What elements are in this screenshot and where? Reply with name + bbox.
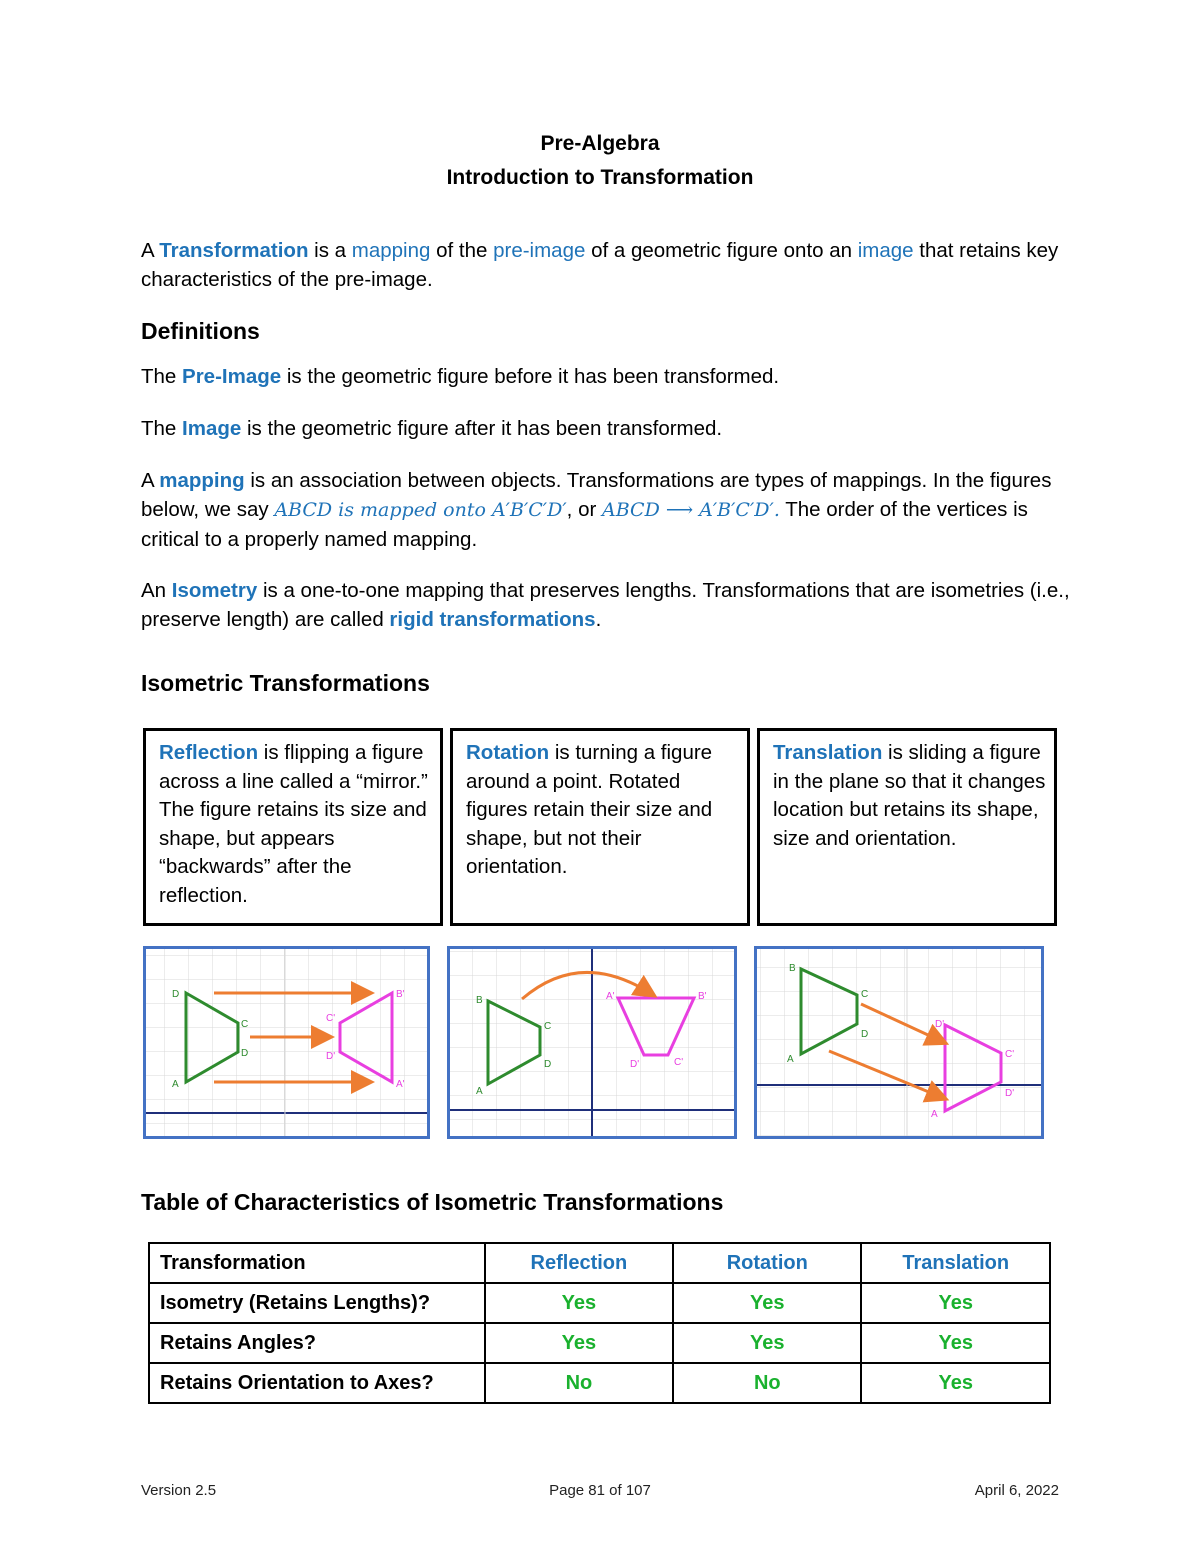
def-isometry: An Isometry is a one-to-one mapping that preserves lengths. Transformations that are isometries (i.e., preserve length) are called rigid transformations. [141, 579, 1070, 631]
page-title: Pre-Algebra [540, 132, 660, 155]
label-C: C [241, 1019, 249, 1030]
label-A-prime: A' [396, 1079, 405, 1090]
reflection-figure [143, 946, 430, 1139]
tr-label-A: A [787, 1054, 794, 1065]
def-mapping: A mapping is an association between objects. Transformations are types of mappings. In the figures below, we say ABCD is mapped onto A′B′C′D′, or ABCD ⟶ A′B′C′D′. The order of the vertices is critical to a properly named mapping. [141, 469, 1052, 551]
table-row [149, 1363, 1050, 1403]
footer-date: April 6, 2022 [974, 1482, 1059, 1499]
characteristics-table [148, 1242, 1051, 1404]
footer-version: Version 2.5 [141, 1482, 217, 1499]
table-heading: Table of Characteristics of Isometric Transformations [141, 1189, 724, 1215]
table-cell: Yes [861, 1323, 1050, 1363]
def-image: The Image is the geometric figure after it has been transformed. [141, 417, 723, 440]
label-A: A [172, 1079, 179, 1090]
table-cell: Yes [861, 1283, 1050, 1323]
table-cell: No [485, 1363, 673, 1403]
footer-page: Page 81 of 107 [549, 1482, 651, 1499]
rot-label-A-prime: A' [606, 991, 615, 1002]
isometric-heading: Isometric Transformations [141, 670, 430, 696]
term-mapping: mapping [351, 239, 431, 262]
table-row-label: Isometry (Retains Lengths)? [149, 1283, 485, 1323]
tr-label-C: C [861, 989, 869, 1000]
tr-label-B: B [789, 963, 796, 974]
definitions-heading: Definitions [141, 318, 260, 344]
table-row-label: Retains Orientation to Axes? [149, 1363, 485, 1403]
label-D-prime: D' [326, 1051, 336, 1062]
table-header-row [149, 1243, 1050, 1283]
translation-figure [754, 946, 1044, 1139]
table-header-cell: Rotation [673, 1243, 861, 1283]
table-cell: Yes [673, 1323, 861, 1363]
page-subtitle: Introduction to Transformation [446, 166, 754, 189]
tr-label-D-prime: D' [1005, 1088, 1015, 1099]
label-D2: D [241, 1048, 249, 1059]
term-image: image [857, 239, 914, 262]
rot-label-C-prime: C' [674, 1057, 684, 1068]
table-header-cell: Transformation [149, 1243, 485, 1283]
reflection-box: Reflection is flipping a figure across a line called a “mirror.” The figure retains its size and shape, but appears “backwards” after the reflection. [143, 728, 443, 926]
rot-label-C: C [544, 1021, 552, 1032]
table-cell: Yes [485, 1323, 673, 1363]
tr-label-A-prime: A [931, 1109, 938, 1120]
tr-label-C-prime: C' [1005, 1049, 1015, 1060]
rot-label-D-prime: D' [630, 1059, 640, 1070]
label-B-prime: B' [396, 989, 405, 1000]
intro-paragraph: A Transformation is a mapping of the pre-image of a geometric figure onto an image that retains key characteristics of the pre-image. [141, 239, 1059, 291]
term-pre-image: pre-image [493, 239, 586, 262]
translation-box: Translation is sliding a figure in the plane so that it changes location but retains its shape, size and orientation. [757, 728, 1057, 926]
table-cell: Yes [485, 1283, 673, 1323]
rot-label-B: B [476, 995, 483, 1006]
table-cell: No [673, 1363, 861, 1403]
table-row-label: Retains Angles? [149, 1323, 485, 1363]
table-cell: Yes [673, 1283, 861, 1323]
tr-label-D: D [861, 1029, 869, 1040]
table-cell: Yes [861, 1363, 1050, 1403]
table-row [149, 1283, 1050, 1323]
table-row [149, 1323, 1050, 1363]
label-D: D [172, 989, 180, 1000]
tr-label-B-prime: D' [935, 1019, 945, 1030]
table-header-cell: Reflection [485, 1243, 673, 1283]
label-C-prime: C' [326, 1013, 336, 1024]
rot-label-D: D [544, 1059, 552, 1070]
rotation-box: Rotation is turning a figure around a point. Rotated figures retain their size and shape, but not their orientation. [450, 728, 750, 926]
table-header-cell: Translation [861, 1243, 1050, 1283]
term-transformation: Transformation [159, 239, 309, 262]
def-preimage: The Pre-Image is the geometric figure before it has been transformed. [141, 365, 780, 388]
math-mapping-2: ABCD ⟶ A′B′C′D′. [602, 499, 780, 521]
math-mapping-1: ABCD is mapped onto A′B′C′D′ [274, 499, 567, 521]
rotation-figure [447, 946, 737, 1139]
rot-label-A: A [476, 1086, 483, 1097]
rot-label-B-prime: B' [698, 991, 707, 1002]
